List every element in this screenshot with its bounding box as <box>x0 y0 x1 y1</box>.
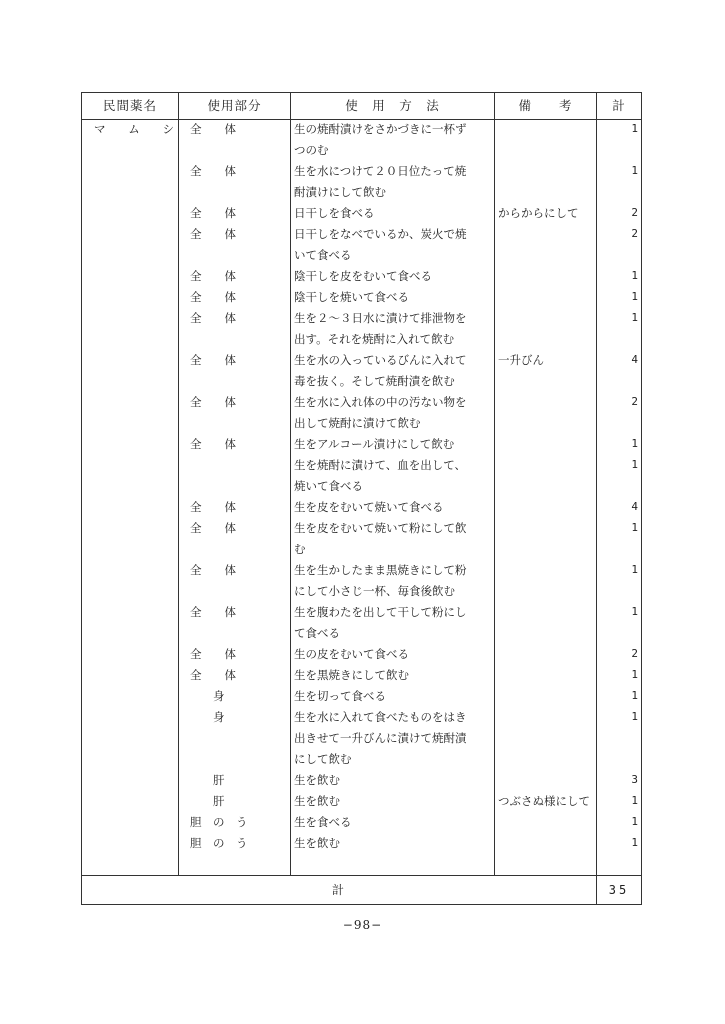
usage-method: む <box>294 542 306 556</box>
usage-count: 1 <box>631 605 638 618</box>
remedy-name-char: ム <box>128 122 140 136</box>
table-row <box>82 791 641 811</box>
usage-part: 全 体 <box>190 647 236 661</box>
usage-method: 生を水につけて２０日位たって焼 <box>294 164 467 178</box>
usage-method: 生を２〜３日水に漬けて排泄物を <box>294 311 467 325</box>
table-row <box>82 203 641 223</box>
usage-method: 生を黒焼きにして飲む <box>294 668 409 682</box>
usage-count: 2 <box>631 206 638 219</box>
usage-count: 1 <box>631 794 638 807</box>
table-row <box>82 140 641 160</box>
usage-part: 全 体 <box>190 668 236 682</box>
usage-part: 全 体 <box>190 269 236 283</box>
table-row <box>82 329 641 349</box>
table-row <box>82 371 641 391</box>
usage-method: 日干しを食べる <box>294 206 375 220</box>
usage-method: 生を飲む <box>294 836 340 850</box>
usage-count: 1 <box>631 311 638 324</box>
table-row <box>82 350 641 370</box>
usage-part: 全 体 <box>190 353 236 367</box>
usage-method: 毒を抜く。そして焼酎漬を飲む <box>294 374 455 388</box>
usage-part: 全 体 <box>190 206 236 220</box>
table-row <box>82 455 641 475</box>
usage-method: 陰干しを皮をむいて食べる <box>294 269 432 283</box>
header-part: 使用部分 <box>207 98 262 113</box>
usage-count: 2 <box>631 395 638 408</box>
usage-method: いて食べる <box>294 248 352 262</box>
header-note: 備 考 <box>518 98 573 113</box>
usage-method: 出きせて一升びんに漬けて焼酎漬 <box>294 731 467 745</box>
usage-count: 2 <box>631 227 638 240</box>
usage-method: にして飲む <box>294 752 352 766</box>
usage-method: にして小さじ一杯、毎食後飲む <box>294 584 455 598</box>
table-row <box>82 686 641 706</box>
usage-part: 全 体 <box>190 290 236 304</box>
usage-count: 1 <box>631 521 638 534</box>
table-row <box>82 497 641 517</box>
usage-count: 1 <box>631 710 638 723</box>
header-count: 計 <box>612 98 626 113</box>
usage-note: つぶさぬ様にして <box>498 794 590 808</box>
usage-part: 身 <box>190 710 225 724</box>
usage-count: 1 <box>631 290 638 303</box>
usage-note: からからにして <box>498 206 579 220</box>
usage-count: 4 <box>631 500 638 513</box>
usage-method: 生を生かしたまま黒焼きにして粉 <box>294 563 467 577</box>
usage-part: 胆 の う <box>190 836 248 850</box>
remedy-name-row <box>82 119 641 139</box>
usage-part: 肝 <box>190 794 225 808</box>
usage-method: 生を飲む <box>294 794 340 808</box>
usage-method: 出す。それを焼酎に入れて飲む <box>294 332 455 346</box>
table-row <box>82 602 641 622</box>
usage-count: 3 <box>631 773 638 786</box>
table-row <box>82 749 641 769</box>
usage-count: 2 <box>631 647 638 660</box>
table-row <box>82 707 641 727</box>
usage-method: 焼いて食べる <box>294 479 363 493</box>
usage-method: 生の焼酎漬けをさかづきに一杯ず <box>294 122 467 136</box>
usage-method: 生を皮をむいて焼いて粉にして飲 <box>294 521 467 535</box>
table-row <box>82 518 641 538</box>
usage-method: 生を飲む <box>294 773 340 787</box>
usage-part: 肝 <box>190 773 225 787</box>
header-name: 民間薬名 <box>102 98 157 113</box>
remedy-name-char: マ <box>94 122 106 136</box>
table-row <box>82 245 641 265</box>
usage-part: 身 <box>190 689 225 703</box>
usage-part: 全 体 <box>190 437 236 451</box>
usage-count: 1 <box>631 437 638 450</box>
table-row <box>82 476 641 496</box>
table-row <box>82 833 641 853</box>
table-row <box>82 560 641 580</box>
usage-part: 全 体 <box>190 521 236 535</box>
remedy-name-char: シ <box>162 122 174 136</box>
remedy-name <box>94 119 174 139</box>
table-row <box>82 644 641 664</box>
table-row <box>82 161 641 181</box>
usage-count: 1 <box>631 689 638 702</box>
usage-part: 全 体 <box>190 311 236 325</box>
usage-method: つのむ <box>294 143 329 157</box>
remedy-table <box>81 92 642 905</box>
total-value: 35 <box>608 883 630 897</box>
usage-count: 1 <box>631 815 638 828</box>
table-row <box>82 539 641 559</box>
usage-method: 日干しをなべでいるか、炭火で焼 <box>294 227 467 241</box>
page-number: −98− <box>342 918 383 932</box>
usage-part: 全 体 <box>190 395 236 409</box>
usage-method: 生の皮をむいて食べる <box>294 647 409 661</box>
table-row <box>82 287 641 307</box>
usage-part: 全 体 <box>190 500 236 514</box>
usage-method: 生を切って食べる <box>294 689 386 703</box>
usage-method: 生を水に入れ体の中の汚ない物を <box>294 395 467 409</box>
usage-method: 生を水に入れて食べたものをはき <box>294 710 467 724</box>
usage-method: 出して焼酎に漬けて飲む <box>294 416 421 430</box>
table-row <box>82 266 641 286</box>
usage-method: 生を水の入っているびんに入れて <box>294 353 467 367</box>
table-row <box>82 665 641 685</box>
usage-count: 1 <box>631 836 638 849</box>
usage-method: 生を皮をむいて焼いて食べる <box>294 500 444 514</box>
usage-method: 生を腹わたを出して干して粉にし <box>294 605 467 619</box>
total-label: 計 <box>331 883 344 897</box>
usage-part: 全 体 <box>190 227 236 241</box>
usage-count: 1 <box>631 668 638 681</box>
header-method: 使 用 方 法 <box>345 98 440 113</box>
usage-method: 生を食べる <box>294 815 352 829</box>
table-row <box>82 812 641 832</box>
usage-part: 全 体 <box>190 563 236 577</box>
table-row <box>82 728 641 748</box>
usage-part: 全 体 <box>190 164 236 178</box>
usage-part: 胆 の う <box>190 815 248 829</box>
usage-part: 全 体 <box>190 122 236 136</box>
table-row <box>82 434 641 454</box>
usage-count: 1 <box>631 458 638 471</box>
usage-method: 陰干しを焼いて食べる <box>294 290 409 304</box>
usage-method: て食べる <box>294 626 340 640</box>
table-row <box>82 623 641 643</box>
table-row <box>82 581 641 601</box>
table-row <box>82 413 641 433</box>
table-row <box>82 308 641 328</box>
usage-count: 1 <box>631 164 638 177</box>
usage-note: 一升びん <box>498 353 544 367</box>
table-row <box>82 392 641 412</box>
usage-part: 全 体 <box>190 605 236 619</box>
table-row <box>82 224 641 244</box>
table-row <box>82 182 641 202</box>
usage-method: 生をアルコール漬けにして飲む <box>294 437 455 451</box>
usage-count: 1 <box>631 563 638 576</box>
usage-count: 4 <box>631 353 638 366</box>
table-row <box>82 770 641 790</box>
usage-count: 1 <box>631 269 638 282</box>
usage-count: 1 <box>631 122 638 135</box>
usage-method: 生を焼酎に漬けて、血を出して、 <box>294 458 467 472</box>
usage-method: 酎漬けにして飲む <box>294 185 386 199</box>
